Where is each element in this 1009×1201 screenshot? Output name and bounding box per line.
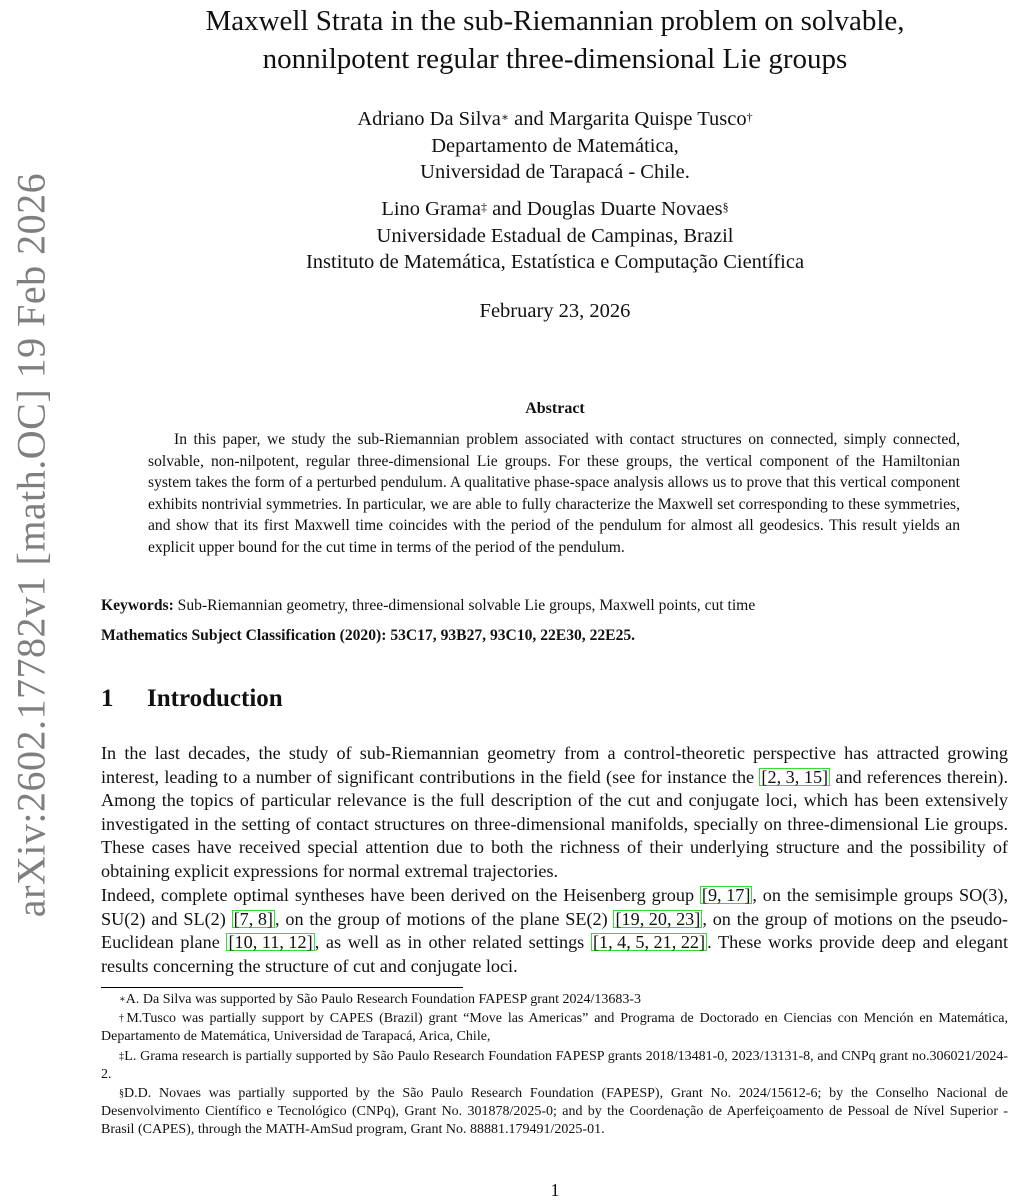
paper-title: [100, 2, 1009, 78]
paragraph-text: , on the group of motions on the pseudo-Euclidean plane: [101, 908, 1008, 952]
author-name: Margarita Quispe Tusco: [548, 108, 747, 130]
paragraph-text: , on the semisimple groups SO(3), SU(2) and SL(2): [101, 885, 1008, 929]
citation-link[interactable]: [10, 11, 12]: [228, 932, 313, 952]
section-heading: [101, 685, 283, 713]
keywords-label: Keywords:: [101, 597, 174, 614]
footnote-marker[interactable]: §: [722, 200, 729, 214]
affiliation-univ: Universidad de Tarapacá - Chile.: [420, 161, 690, 183]
abstract-heading: Abstract: [525, 400, 585, 417]
footnotes: [101, 991, 1008, 1141]
paper-date: February 23, 2026: [479, 300, 631, 322]
section-title: Introduction: [147, 685, 283, 712]
author-name: Douglas Duarte Novaes: [526, 198, 723, 220]
footnote-text: L. Grama research is partially supported by São Paulo Research Foundation FAPESP grants 2018/13481-0, 2023/13131-8, and CNPq grant no.306021/2024-2.: [101, 1048, 1008, 1082]
msc-text: 53C17, 93B27, 93C10, 22E30, 22E25.: [390, 627, 636, 644]
msc-classification: [101, 625, 1006, 646]
footnote-mark: ‡: [119, 1050, 125, 1062]
paragraph-text: and references therein). Among the topics of particular relevance is the full description of the cut and conjugate loci, which has been extensively investigated in the setting of contact structures on three-dimensional manifolds, specially on three-dimensional Lie groups. These cases have received special attention due to both the richness of their underlying structure and the possibility of obtaining explicit expressions for normal extremal trajectories.: [101, 766, 1008, 881]
footnote-marker[interactable]: †: [746, 110, 753, 124]
conjunction: and: [514, 108, 544, 130]
affiliation-dept: Departamento de Matemática,: [431, 134, 679, 157]
citation-link[interactable]: [1, 4, 5, 21, 22]: [592, 932, 706, 952]
footnote-marker[interactable]: ‡: [480, 200, 487, 214]
footnote-mark: §: [119, 1088, 124, 1100]
paragraph-text: In the last decades, the study of sub-Riemannian geometry from a control-theoretic perspective has attracted growing interest, leading to a number of significant contributions in the field (see for instance the: [101, 743, 1008, 787]
title-line-1: Maxwell Strata in the sub-Riemannian problem on solvable,: [205, 5, 905, 37]
paragraph-text: Indeed, complete optimal syntheses have been derived on the Heisenberg group: [101, 885, 700, 905]
citation-link[interactable]: [2, 3, 15]: [761, 766, 829, 787]
title-line-2: nonnilpotent regular three-dimensional Lie groups: [262, 43, 848, 75]
footnote: [101, 1085, 1008, 1140]
conjunction: and: [492, 198, 522, 220]
footnote-text: A. Da Silva was supported by São Paulo Research Foundation FAPESP grant 2024/13683-3: [125, 992, 642, 1007]
author-name: Adriano Da Silva: [357, 108, 501, 130]
footnote-text: D.D. Novaes was partially supported by the São Paulo Research Foundation (FAPESP), Grant No. 2024/15612-6; by the Conselho Nacional de Desenvolvimento Científico e Tecnológico (CNPq), Grant No. 301878/2025-0; and by the Coordenação de Aperfeiçoamento de Pessoal de Nível Superior - Brasil (CAPES), through the MATH-AmSud program, Grant No. 88881.179491/2025-01.: [101, 1086, 1008, 1138]
citation-link[interactable]: [9, 17]: [701, 885, 751, 905]
arxiv-stamp: [0, 0, 60, 1200]
section-number: 1: [101, 685, 114, 712]
paragraph-text: . These works provide deep and elegant results concerning the structure of cut and conjugate loci.: [101, 932, 1008, 976]
footnote-divider: [101, 987, 463, 988]
footnote: [101, 991, 1008, 1009]
affiliation-inst: Instituto de Matemática, Estatística e Computação Científica: [305, 251, 805, 273]
paragraph-text: , as well as in other related settings: [314, 932, 591, 952]
footnote-mark: ∗: [119, 994, 126, 1005]
footnote-marker[interactable]: ∗: [500, 110, 509, 124]
footnote-text: M.Tusco was partially support by CAPES (Brazil) grant “Move las Americas” and Programa de Doctorado en Ciencias con Mención en Matemática, Departamento de Matemática, Universidad de Tarapacá, Arica, Chile,: [101, 1011, 1009, 1045]
footnote-mark: †: [119, 1013, 127, 1025]
author-name: Lino Grama: [381, 198, 481, 220]
footnote: [101, 1048, 1008, 1084]
author-group-2: [100, 196, 1009, 276]
intro-paragraph-2: [101, 884, 1008, 978]
msc-label: Mathematics Subject Classification (2020):: [101, 627, 387, 644]
page-number: 1: [550, 1180, 560, 1200]
arxiv-stamp-text: arXiv:2602.17782v1 [math.OC] 19 Feb 2026: [8, 172, 54, 918]
citation-link[interactable]: [7, 8]: [233, 908, 273, 929]
affiliation-univ: Universidade Estadual de Campinas, Brazil: [376, 224, 734, 247]
author-names-2: [100, 196, 1009, 223]
keywords: [101, 595, 1006, 616]
citation-link[interactable]: [19, 20, 23]: [615, 908, 701, 929]
author-names-1: [100, 106, 1009, 133]
keywords-text: Sub-Riemannian geometry, three-dimensional solvable Lie groups, Maxwell points, cut time: [177, 597, 756, 614]
abstract-text: In this paper, we study the sub-Riemannian problem associated with contact structures on connected, simply connected, solvable, non-nilpotent, regular three-dimensional Lie groups. For these groups, the vertical component of the Hamiltonian system takes the form of a perturbed pendulum. A qualitative phase-space analysis allows us to prove that this vertical component exhibits nontrivial symmetries. In particular, we are able to fully characterize the Maxwell set corresponding to these symmetries, and show that its first Maxwell time coincides with the period of the pendulum for almost all geodesics. This result yields an explicit upper bound for the cut time in terms of the period of the pendulum.: [148, 431, 960, 556]
footnote: [101, 1010, 1008, 1046]
intro-paragraph-1: [101, 742, 1008, 883]
author-group-1: [100, 106, 1009, 186]
paragraph-text: , on the group of motions of the plane SE(2): [275, 908, 614, 929]
